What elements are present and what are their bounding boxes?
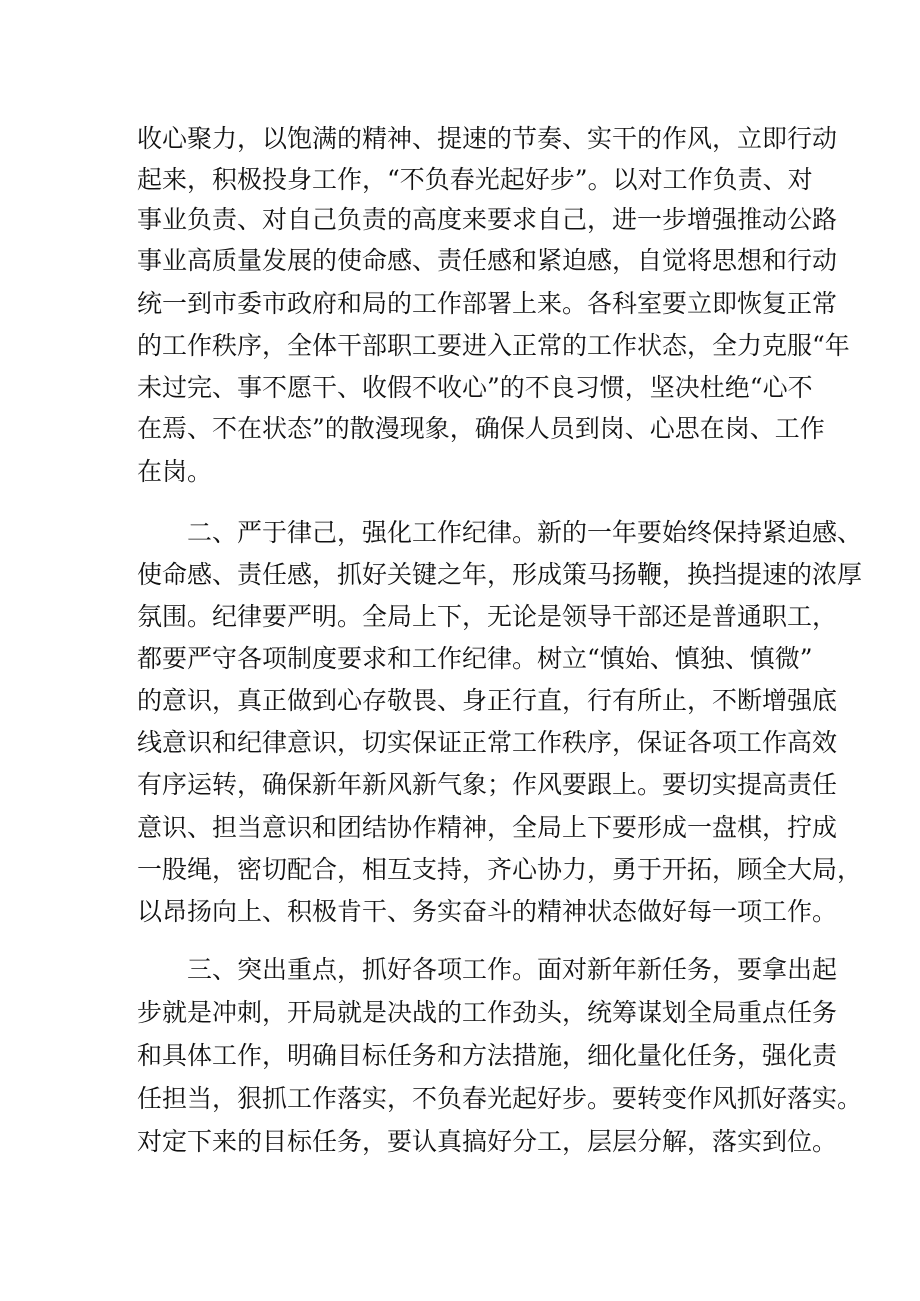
text-line: 以昂扬向上、积极肯干、务实奋斗的精神状态做好每一项工作。 [137,897,838,926]
text-line: 的工作秩序，全体干部职工要进入正常的工作状态，全力克服“年 [137,331,850,360]
text-line: 线意识和纪律意识，切实保证正常工作秩序，保证各项工作高效 [137,728,838,757]
text-line: 收心聚力，以饱满的精神、提速的节奏、实干的作风，立即行动 [137,124,838,153]
text-line: 在焉、不在状态”的散漫现象，确保人员到岗、心思在岗、工作 [137,414,825,443]
text-line: 和具体工作，明确目标任务和方法措施，细化量化任务，强化责 [137,1041,838,1070]
text-line: 未过完、事不愿干、收假不收心”的不良习惯，坚决杜绝“心不 [137,373,813,402]
text-line: 步就是冲刺，开局就是决战的工作劲头，统筹谋划全局重点任务 [137,998,838,1027]
text-line: 的意识，真正做到心存敬畏、身正行直，行有所止，不断增强底 [137,686,838,715]
text-line: 统一到市委市政府和局的工作部署上来。各科室要立即恢复正常 [137,289,838,318]
text-line: 都要严守各项制度要求和工作纪律。树立“慎始、慎独、慎微” [137,644,813,673]
text-line: 对定下来的目标任务，要认真搞好分工，层层分解，落实到位。 [137,1127,838,1156]
text-line: 三、突出重点，抓好各项工作。面对新年新任务，要拿出起 [187,955,838,984]
text-line: 二、严于律己，强化工作纪律。新的一年要始终保持紧迫感、 [187,518,863,547]
text-line: 任担当，狠抓工作落实，不负春光起好步。要转变作风抓好落实。 [137,1084,863,1113]
text-line: 意识、担当意识和团结协作精神，全局上下要形成一盘棋，拧成 [137,813,838,842]
text-line: 在岗。 [137,457,213,486]
text-line: 事业负责、对自己负责的高度来要求自己，进一步增强推动公路 [137,205,838,234]
text-line: 使命感、责任感，抓好关键之年，形成策马扬鞭，换挡提速的浓厚 [137,560,863,589]
text-line: 氛围。纪律要严明。全局上下，无论是领导干部还是普通职工， [137,602,838,631]
text-line: 有序运转，确保新年新风新气象；作风要跟上。要切实提高责任 [137,770,838,799]
text-line: 事业高质量发展的使命感、责任感和紧迫感，自觉将思想和行动 [137,246,838,275]
text-line: 一股绳，密切配合，相互支持，齐心协力，勇于开拓，顾全大局， [137,855,863,884]
text-line: 起来，积极投身工作，“不负春光起好步”。以对工作负责、对 [137,165,813,194]
